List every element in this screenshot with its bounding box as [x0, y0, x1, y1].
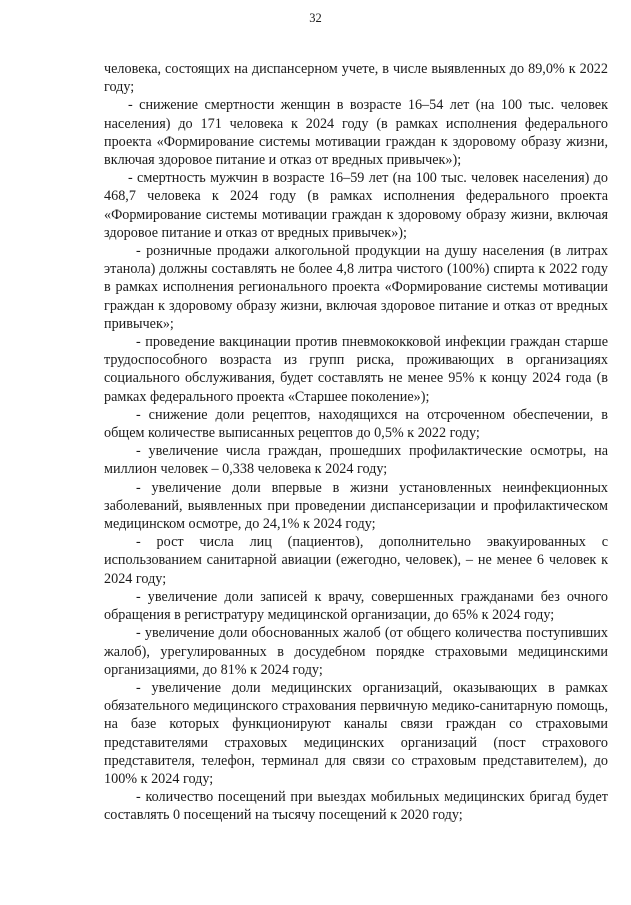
list-item-preventive-checkups: - увеличение числа граждан, прошедших профилактические осмотры, на миллион человек – 0,338 человека к 2024 году;	[104, 443, 608, 478]
document-body	[104, 60, 608, 825]
list-item-female-mortality: - снижение смертности женщин в возрасте 16–54 лет (на 100 тыс. человек населения) до 171 человека к 2024 году (в рамках исполнения федерального проекта «Формирование системы мотивации граждан к здоровому образу жизни, включая здоровое питание и отказ от вредных привычек»);	[104, 97, 608, 169]
list-item-vaccination: - проведение вакцинации против пневмококковой инфекции граждан старше трудоспособного возраста из групп риска, проживающих в организациях социального обслуживания, будет составлять не менее 95% к концу 2024 года (в рамках федерального проекта «Старшее поколение»);	[104, 334, 608, 405]
list-item-male-mortality: - смертность мужчин в возрасте 16–59 лет (на 100 тыс. человек населения) до 468,7 человека к 2024 году (в рамках исполнения федерального проекта «Формирование системы мотивации граждан к здоровому образу жизни, включая здоровое питание и отказ от вредных привычек»);	[104, 170, 608, 241]
list-item-mobile-brigades: - количество посещений при выездах мобильных медицинских бригад будет составлять 0 посещений на тысячу посещений к 2020 году;	[104, 789, 608, 824]
list-item-complaints: - увеличение доли обоснованных жалоб (от общего количества поступивших жалоб), урегулированных в досудебном порядке страховыми медицинскими организациями, до 81% к 2024 году;	[104, 625, 608, 678]
list-item-alcohol-sales: - розничные продажи алкогольной продукции на душу населения (в литрах этанола) должны составлять не более 4,8 литра чистого (100%) спирта к 2022 году в рамках исполнения регионального проекта «Формирование системы мотивации граждан к здоровому образу жизни, включая здоровое питание и отказ от вредных привычек»;	[104, 243, 608, 332]
paragraph-continuation: человека, состоящих на диспансерном учете, в числе выявленных до 89,0% к 2022 году;	[104, 61, 608, 96]
list-item-noncommunicable-diseases: - увеличение доли впервые в жизни установленных неинфекционных заболеваний, выявленных при проведении диспансеризации и профилактическом медицинском осмотре, до 24,1% к 2024 году;	[104, 479, 608, 533]
list-item-deferred-prescriptions: - снижение доли рецептов, находящихся на отсроченном обеспечении, в общем количестве выписанных рецептов до 0,5% к 2022 году;	[104, 406, 608, 442]
list-item-air-ambulance: - рост числа лиц (пациентов), дополнительно эвакуированных с использованием санитарной авиации (ежегодно, человек), – не менее 6 человек к 2024 году;	[104, 534, 608, 587]
list-item-insurance-channels: - увеличение доли медицинских организаций, оказывающих в рамках обязательного медицинского страхования первичную медико-санитарную помощь, на базе которых функционируют каналы связи граждан со страховыми представителями страховых медицинских организаций (пост страхового представителя, телефон, терминал для связи со страховым представителем), до 100% к 2024 году;	[104, 679, 608, 787]
list-item-remote-appointments: - увеличение доли записей к врачу, совершенных гражданами без очного обращения в регистратуру медицинской организации, до 65% к 2024 году;	[104, 588, 608, 624]
page-number: 32	[309, 11, 322, 25]
